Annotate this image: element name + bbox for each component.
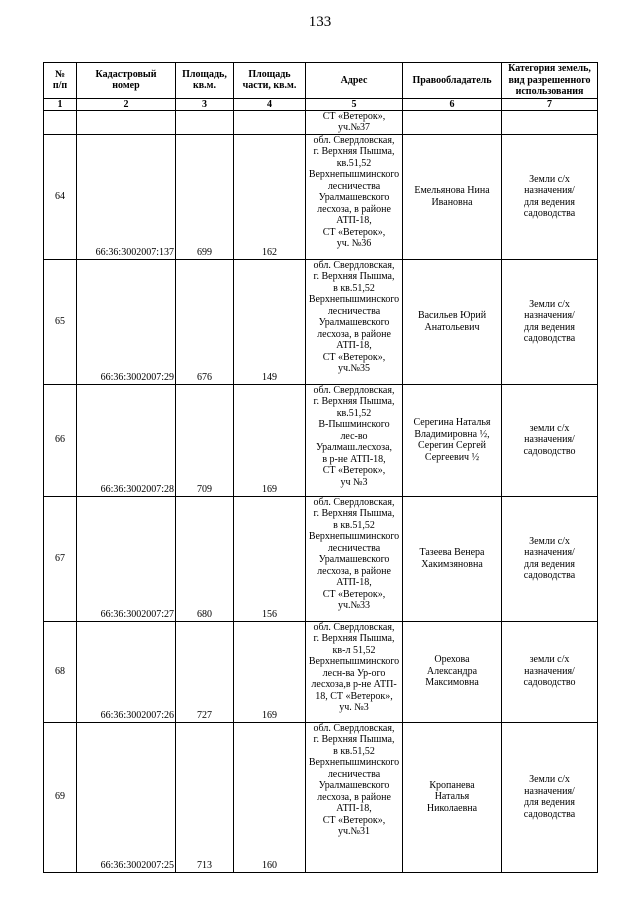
cadastral-number: 66:36:3002007:26 [77, 621, 176, 722]
address-cell: обл. Свердловская, г. Верхняя Пышма, кв.51,52 В-Пышминского лес-во Уралмаш.лесхоза, в р-не АТП-18, СТ «Ветерок», уч №3 [306, 384, 403, 496]
row-number: 69 [44, 722, 77, 872]
cadastral-number: 66:36:3002007:27 [77, 496, 176, 621]
cadastral-number: 66:36:3002007:29 [77, 259, 176, 384]
address-cell: обл. Свердловская, г. Верхняя Пышма, кв.51,52 Верхнепышминского лесничества Уралмашевского лесхоза, в районе АТП-18, СТ «Ветерок», уч. №36 [306, 134, 403, 259]
col-number: 7 [502, 98, 598, 110]
area-value: 680 [176, 496, 234, 621]
owner-cell: Емельянова Нина Ивановна [403, 134, 502, 259]
part-area-value: 149 [234, 259, 306, 384]
category-cell: Земли с/х назначения/ для ведения садоводства [502, 722, 598, 872]
header-area: Площадь, кв.м. [176, 63, 234, 99]
owner-cell: Орехова Александра Максимовна [403, 621, 502, 722]
header-part-area: Площадь части, кв.м. [234, 63, 306, 99]
row-number: 68 [44, 621, 77, 722]
category-cell: земли с/х назначения/ садоводство [502, 621, 598, 722]
header-cadastral: Кадастровый номер [77, 63, 176, 99]
page-number: 133 [308, 14, 332, 30]
col-number: 1 [44, 98, 77, 110]
col-number: 2 [77, 98, 176, 110]
part-area-value: 156 [234, 496, 306, 621]
owner-cell: Кропанева Наталья Николаевна [403, 722, 502, 872]
row-number: 65 [44, 259, 77, 384]
table-row [44, 134, 598, 259]
category-cell: земли с/х назначения/ садоводство [502, 384, 598, 496]
header-category: Категория земель, вид разрешенного использования [502, 63, 598, 99]
address-cell: обл. Свердловская, г. Верхняя Пышма, кв-л 51,52 Верхнепышминского лесн-ва Ур-ого лесхоза,в р-не АТП- 18, СТ «Ветерок», уч. №3 [306, 621, 403, 722]
continuation-address: СТ «Ветерок», уч.№37 [306, 110, 403, 134]
row-number: 64 [44, 134, 77, 259]
address-cell: обл. Свердловская, г. Верхняя Пышма, в кв.51,52 Верхнепышминского лесничества Уралмашевского лесхоза, в районе АТП-18, СТ «Ветерок», уч.№31 [306, 722, 403, 872]
owner-cell: Тазеева Венера Хакимзяновна [403, 496, 502, 621]
column-number-row [44, 98, 598, 110]
header-num: № п/п [44, 63, 77, 99]
header-address: Адрес [306, 63, 403, 99]
part-area-value: 169 [234, 384, 306, 496]
continuation-row [44, 110, 598, 134]
col-number: 3 [176, 98, 234, 110]
address-cell: обл. Свердловская, г. Верхняя Пышма, в кв.51,52 Верхнепышминского лесничества Уралмашевского лесхоза, в районе АТП-18, СТ «Ветерок», уч.№35 [306, 259, 403, 384]
area-value: 699 [176, 134, 234, 259]
table-row [44, 722, 598, 872]
category-cell: Земли с/х назначения/ для ведения садоводства [502, 134, 598, 259]
col-number: 4 [234, 98, 306, 110]
col-number: 5 [306, 98, 403, 110]
address-cell: обл. Свердловская, г. Верхняя Пышма, в кв.51,52 Верхнепышминского лесничества Уралмашевского лесхоза, в районе АТП-18, СТ «Ветерок», уч.№33 [306, 496, 403, 621]
category-cell: Земли с/х назначения/ для ведения садоводства [502, 259, 598, 384]
area-value: 676 [176, 259, 234, 384]
land-registry-table [43, 62, 598, 873]
area-value: 709 [176, 384, 234, 496]
cadastral-number: 66:36:3002007:28 [77, 384, 176, 496]
area-value: 727 [176, 621, 234, 722]
table-row [44, 384, 598, 496]
table-row [44, 621, 598, 722]
part-area-value: 160 [234, 722, 306, 872]
header-owner: Правообладатель [403, 63, 502, 99]
part-area-value: 169 [234, 621, 306, 722]
owner-cell: Серегина Наталья Владимировна ½, Серегин Сергей Сергеевич ½ [403, 384, 502, 496]
table-row [44, 496, 598, 621]
owner-cell: Васильев Юрий Анатольевич [403, 259, 502, 384]
cadastral-number: 66:36:3002007:137 [77, 134, 176, 259]
part-area-value: 162 [234, 134, 306, 259]
header-row [44, 63, 598, 99]
row-number: 67 [44, 496, 77, 621]
category-cell: Земли с/х назначения/ для ведения садоводства [502, 496, 598, 621]
table-row [44, 259, 598, 384]
area-value: 713 [176, 722, 234, 872]
col-number: 6 [403, 98, 502, 110]
cadastral-number: 66:36:3002007:25 [77, 722, 176, 872]
row-number: 66 [44, 384, 77, 496]
